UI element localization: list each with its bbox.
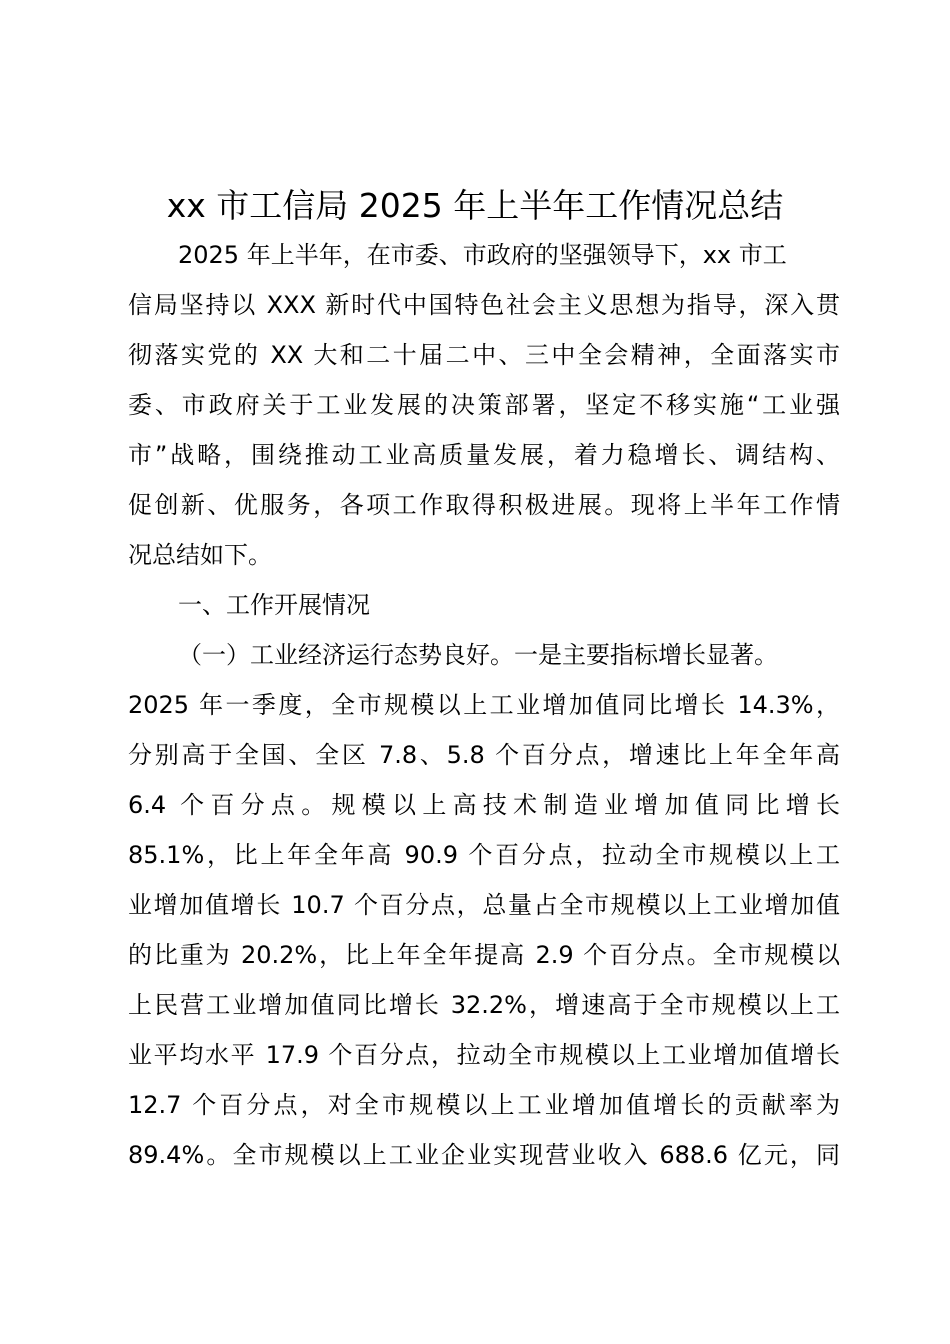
text-line: 信局坚持以 XXX 新时代中国特色社会主义思想为指导，深入贯 <box>128 291 840 319</box>
text-line: 促创新、优服务，各项工作取得积极进展。现将上半年工作情 <box>128 491 840 519</box>
text-line: 2025 年一季度，全市规模以上工业增加值同比增长 14.3%， <box>128 691 840 719</box>
text-line: 2025 年上半年，在市委、市政府的坚强领导下，xx 市工 <box>178 241 787 269</box>
text-line: 彻落实党的 XX 大和二十届二中、三中全会精神，全面落实市 <box>128 341 840 369</box>
text-line: 6.4 个百分点。规模以上高技术制造业增加值同比增长 <box>128 791 840 819</box>
text-line: 89.4%。全市规模以上工业企业实现营业收入 688.6 亿元，同 <box>128 1141 840 1169</box>
text-line: 况总结如下。 <box>128 541 272 569</box>
text-line: 委、市政府关于工业发展的决策部署，坚定不移实施“工业强 <box>128 391 840 419</box>
text-line: 12.7 个百分点，对全市规模以上工业增加值增长的贡献率为 <box>128 1091 840 1119</box>
document-body <box>128 230 840 1180</box>
text-line: 的比重为 20.2%，比上年全年提高 2.9 个百分点。全市规模以 <box>128 941 840 969</box>
text-line: 85.1%，比上年全年高 90.9 个百分点，拉动全市规模以上工 <box>128 841 840 869</box>
text-line: 市”战略，围绕推动工业高质量发展，着力稳增长、调结构、 <box>128 441 840 469</box>
text-line: 业平均水平 17.9 个百分点，拉动全市规模以上工业增加值增长 <box>128 1041 840 1069</box>
text-line: 分别高于全国、全区 7.8、5.8 个百分点，增速比上年全年高 <box>128 741 840 769</box>
text-line: 上民营工业增加值同比增长 32.2%，增速高于全市规模以上工 <box>128 991 840 1019</box>
section-heading: 一、工作开展情况 <box>178 591 370 619</box>
document-title: xx 市工信局 2025 年上半年工作情况总结 <box>166 186 784 225</box>
text-line: 业增加值增长 10.7 个百分点，总量占全市规模以上工业增加值 <box>128 891 840 919</box>
subsection-heading: （一）工业经济运行态势良好。一是主要指标增长显著。 <box>178 641 778 669</box>
